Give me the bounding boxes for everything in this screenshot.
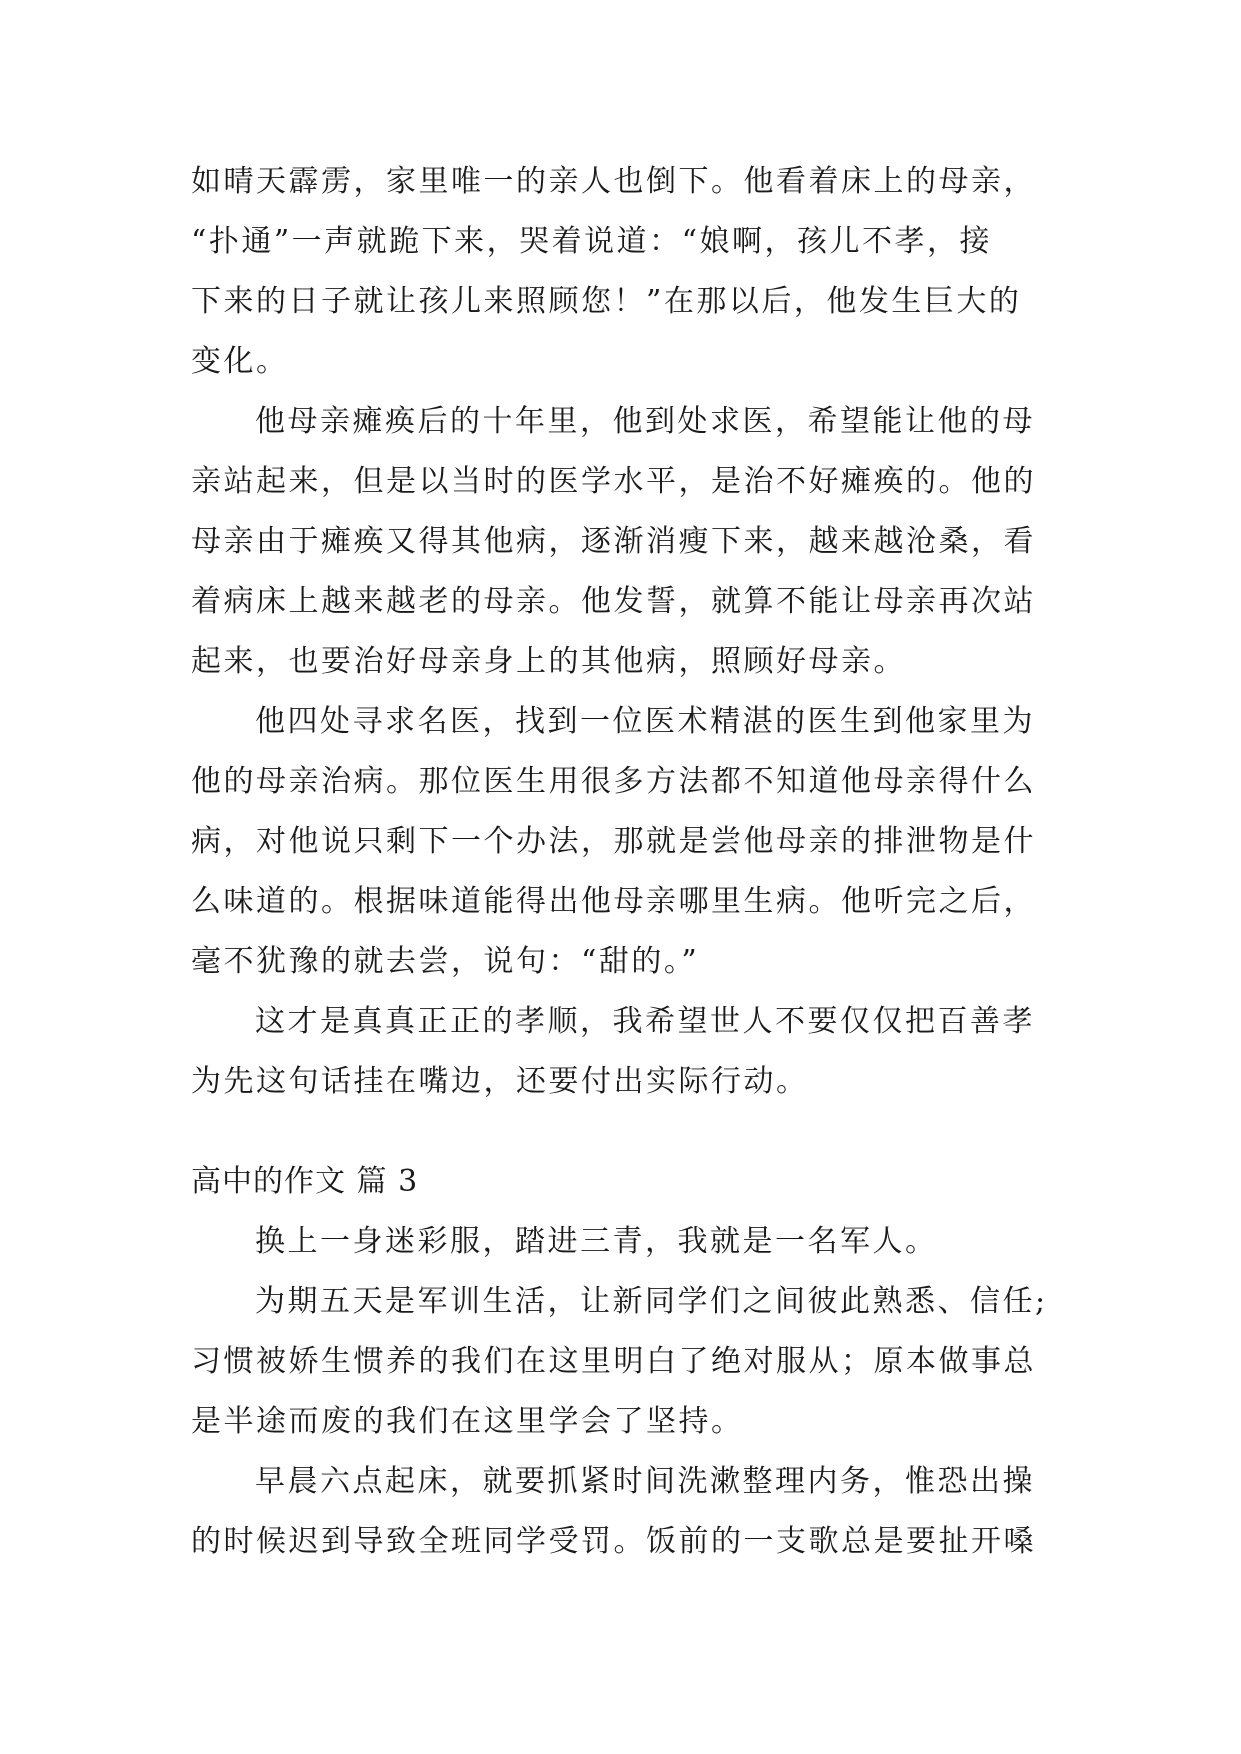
paragraph-line: 他四处寻求名医，找到一位医术精湛的医生到他家里为: [255, 704, 1035, 739]
paragraph-line: “扑通”一声就跪下来，哭着说道：“娘啊，孩儿不孝，接: [191, 224, 993, 259]
paragraph-line: 下来的日子就让孩儿来照顾您！”在那以后，他发生巨大的: [191, 284, 1022, 319]
paragraph-line: 变化。: [191, 344, 289, 379]
paragraph-line: 母亲由于瘫痪又得其他病，逐渐消瘦下来，越来越沧桑，看: [191, 524, 1036, 559]
paragraph-line: 他的母亲治病。那位医生用很多方法都不知道他母亲得什么: [191, 764, 1036, 799]
paragraph-line: 起来，也要治好母亲身上的其他病，照顾好母亲。: [191, 644, 906, 679]
paragraph-line: 病，对他说只剩下一个办法，那就是尝他母亲的排泄物是什: [191, 824, 1036, 859]
paragraph-line: 着病床上越来越老的母亲。他发誓，就算不能让母亲再次站: [191, 584, 1036, 619]
paragraph-line: 的时候迟到导致全班同学受罚。饭前的一支歌总是要扯开嗓: [191, 1524, 1036, 1559]
paragraph-line: 么味道的。根据味道能得出他母亲哪里生病。他听完之后，: [191, 884, 1036, 919]
paragraph-line: 他母亲瘫痪后的十年里，他到处求医，希望能让他的母: [255, 404, 1035, 439]
paragraph-line: 习惯被娇生惯养的我们在这里明白了绝对服从；原本做事总: [191, 1344, 1036, 1379]
paragraph-line: 为期五天是军训生活，让新同学们之间彼此熟悉、信任;: [255, 1284, 1048, 1319]
section-heading: 高中的作文 篇 3: [191, 1164, 419, 1199]
paragraph-line: 毫不犹豫的就去尝，说句：“甜的。”: [191, 944, 700, 979]
paragraph-line: 是半途而废的我们在这里学会了坚持。: [191, 1404, 744, 1439]
paragraph-line: 如晴天霹雳，家里唯一的亲人也倒下。他看着床上的母亲，: [191, 164, 1036, 199]
paragraph-line: 亲站起来，但是以当时的医学水平，是治不好瘫痪的。他的: [191, 464, 1036, 499]
paragraph-line: 这才是真真正正的孝顺，我希望世人不要仅仅把百善孝: [255, 1004, 1035, 1039]
paragraph-line: 为先这句话挂在嘴边，还要付出实际行动。: [191, 1064, 809, 1099]
paragraph-line: 早晨六点起床，就要抓紧时间洗漱整理内务，惟恐出操: [255, 1464, 1035, 1499]
paragraph-line: 换上一身迷彩服，踏进三青，我就是一名军人。: [255, 1224, 938, 1259]
